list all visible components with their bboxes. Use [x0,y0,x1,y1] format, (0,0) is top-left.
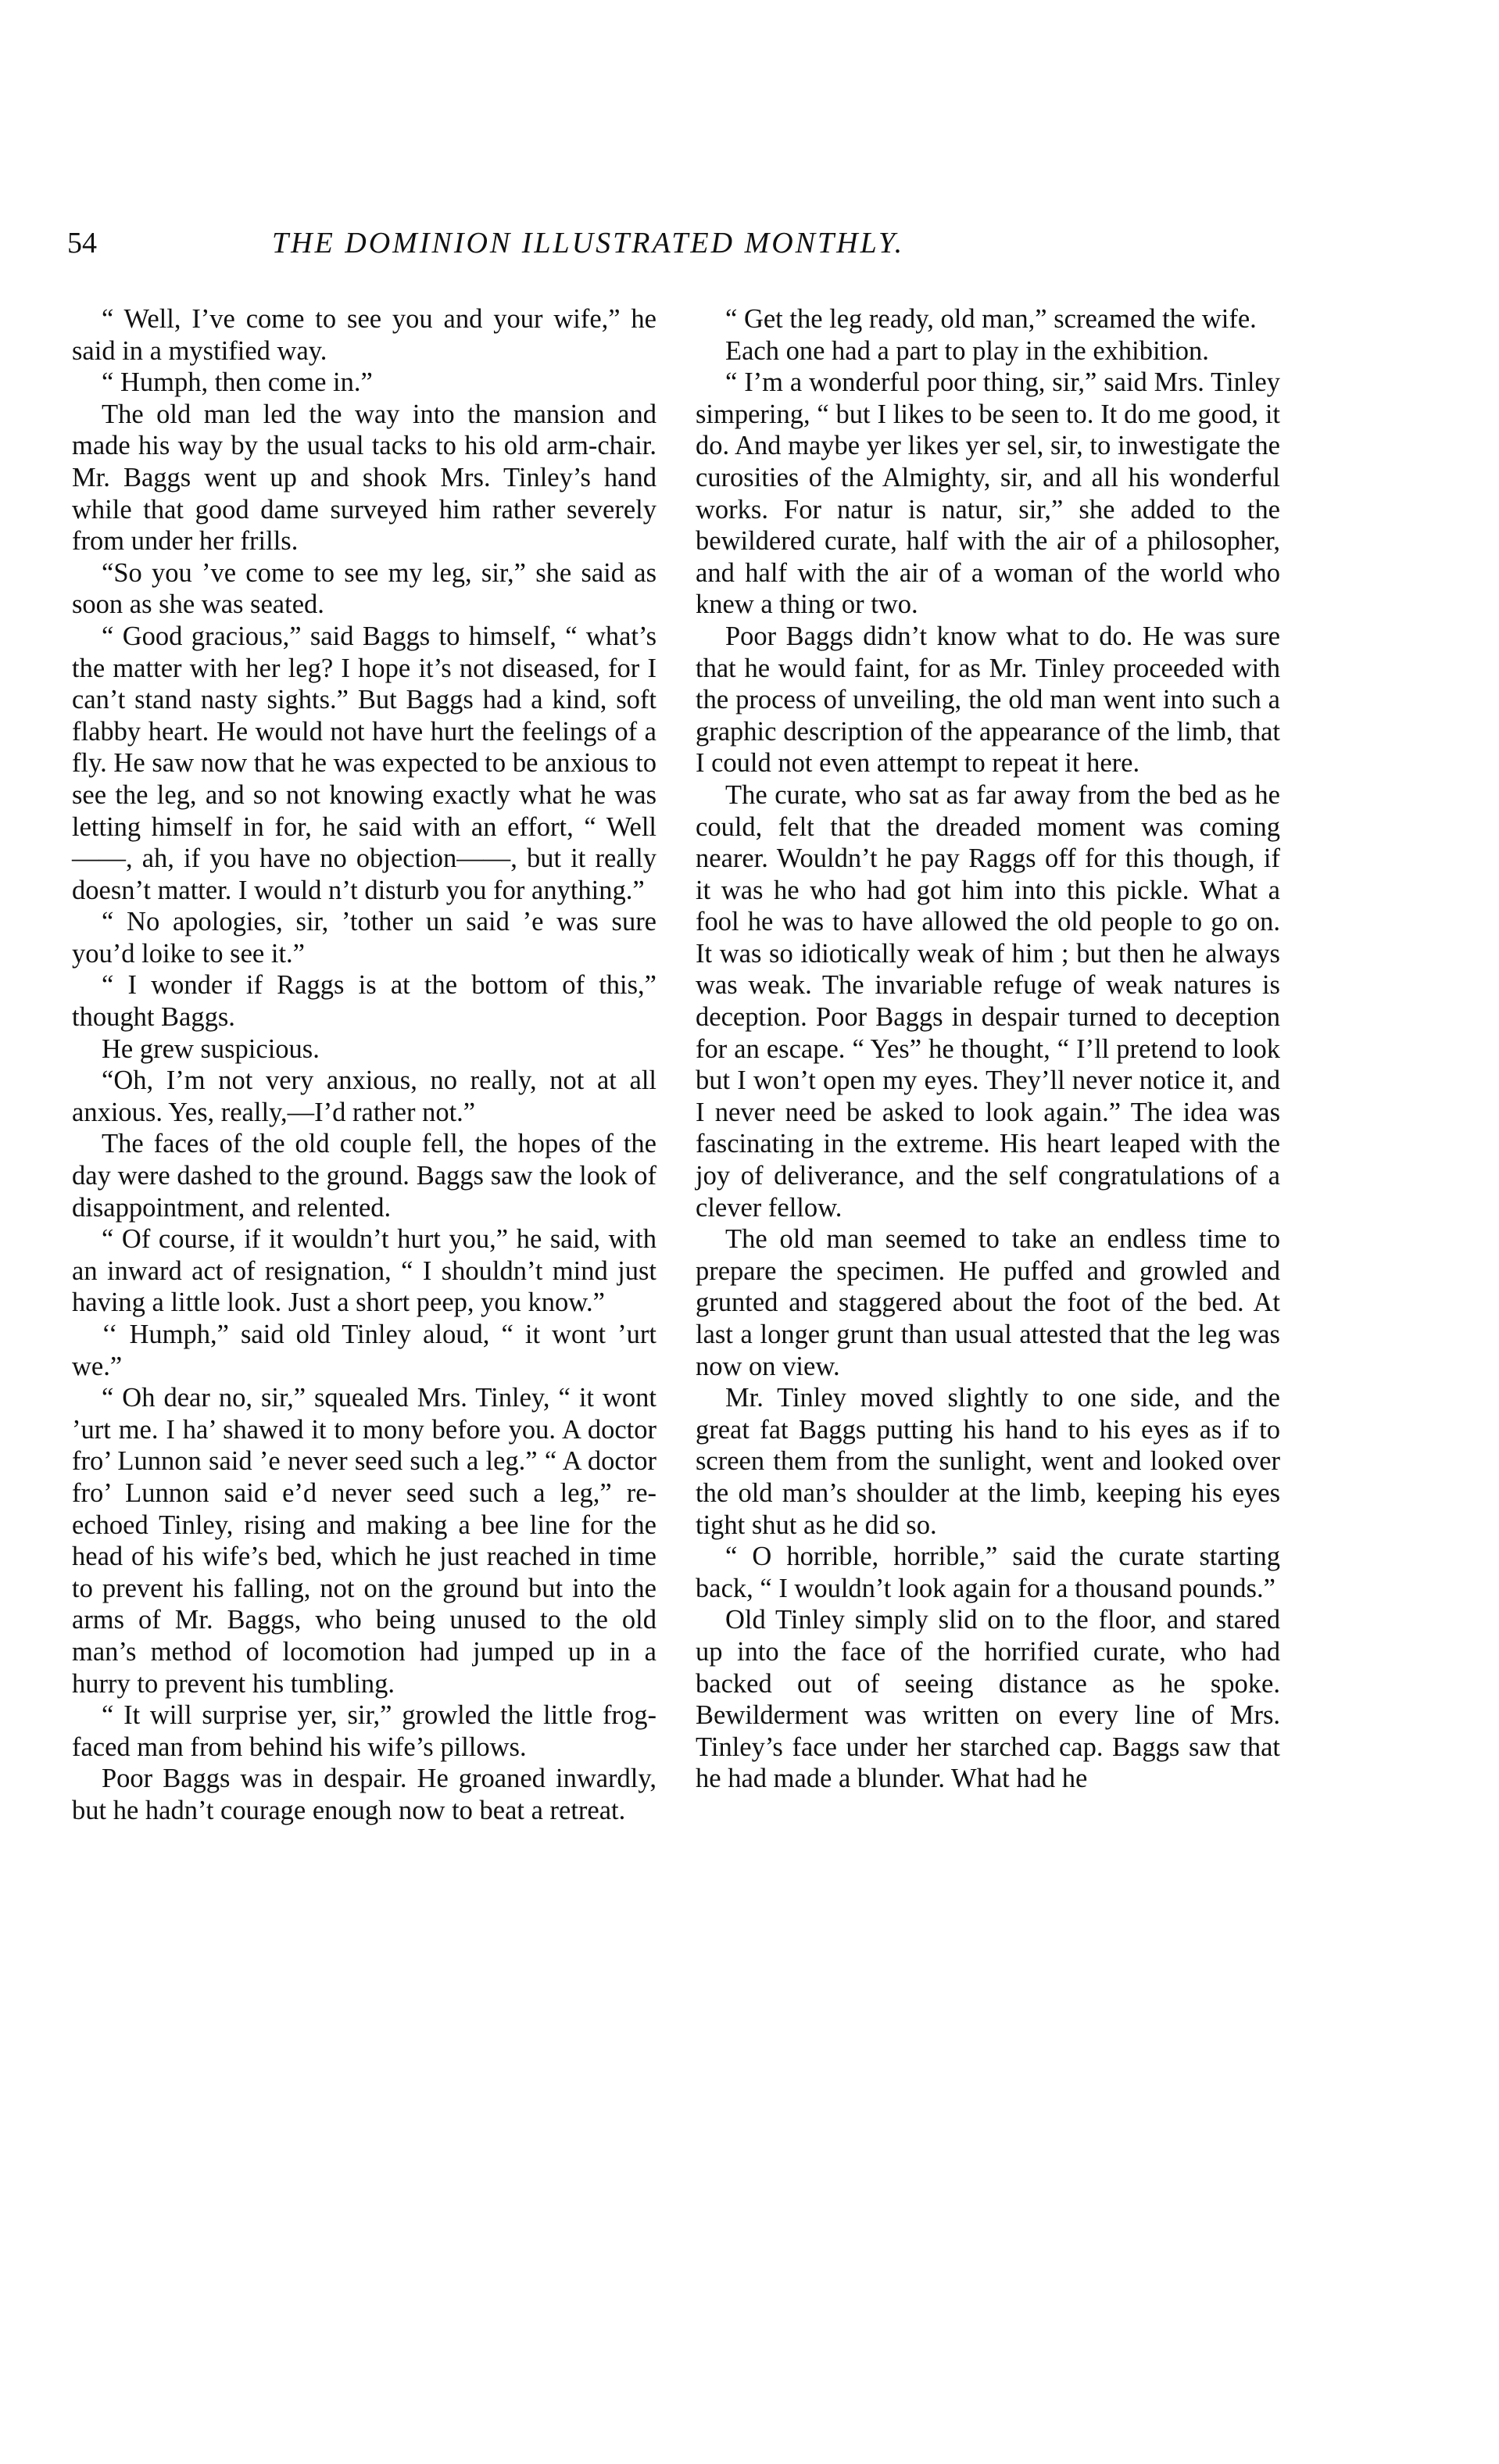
paragraph: “ No apologies, sir, ’tother un said ’e was sure you’d loike to see it.” [72,907,656,969]
paragraph: The faces of the old couple fell, the hopes of the day were dashed to the ground. Baggs saw the look of disappointment, and relented. [72,1129,656,1223]
paragraph: “ Good gracious,” said Baggs to himself, “ what’s the matter with her leg? I hope it’s not diseased, for I can’t stand nasty sights.” But Baggs had a kind, soft flabby heart. He would not have hurt the feelings of a fly. He saw now that he was expected to be anxious to see the leg, and so not knowing exactly what he was letting himself in for, he said with an effort, “ Well——, ah, if you have no objection——, but it really doesn’t matter. I would n’t disturb you for anything.” [72,621,656,905]
paragraph: “ Oh dear no, sir,” squealed Mrs. Tinley, “ it wont ’urt me. I ha’ shawed it to mony before you. A doctor fro’ Lunnon said ’e never seed such a leg.” “ A doctor fro’ Lunnon said e’d never seed such a leg,” re-echoed Tinley, rising and making a bee line for the head of his wife’s bed, which he just reached in time to prevent his falling, not on the ground but into the arms of Mr. Baggs, who being unused to the old man’s method of locomotion had jumped up in a hurry to prevent his tumbling. [72,1383,656,1699]
paragraph: “ O horrible, horrible,” said the curate starting back, “ I wouldn’t look again for a thousand pounds.” [696,1542,1280,1603]
paragraph: Mr. Tinley moved slightly to one side, and the great fat Baggs putting his hand to his eyes as if to screen them from the sunlight, went and looked over the old man’s shoulder at the limb, keeping his eyes tight shut as he did so. [696,1383,1280,1540]
paragraph: The old man seemed to take an endless time to prepare the specimen. He puffed and growled and grunted and staggered about the foot of the bed. At last a longer grunt than usual attested that the leg was now on view. [696,1224,1280,1381]
paragraph: ‘‘ Humph,” said old Tinley aloud, “ it wont ’urt we.” [72,1320,656,1381]
paragraph: “Oh, I’m not very anxious, no really, not at all anxious. Yes, really,—I’d rather not.” [72,1065,656,1127]
right-text-column [696,303,1280,1795]
paragraph: “ Well, I’ve come to see you and your wife,” he said in a mystified way. [72,304,656,366]
paragraph: “ I’m a wonderful poor thing, sir,” said Mrs. Tinley simpering, “ but I likes to be seen to. It do me good, it do. And maybe yer likes yer sel, sir, to inwestigate the curosities of the Almighty, sir, and all his wonderful works. For natur is natur, sir,” she added to the bewildered curate, half with the air of a philosopher, and half with the air of a woman of the world who knew a thing or two. [696,367,1280,620]
paragraph: The curate, who sat as far away from the bed as he could, felt that the dreaded moment was coming nearer. Wouldn’t he pay Raggs off for this though, if it was he who had got him into this pickle. What a fool he was to have allowed the old people to go on. It was so idiotically weak of him ; but then he always was weak. The invariable refuge of weak natures is deception. Poor Baggs in despair turned to deception for an escape. “ Yes” he thought, “ I’ll pretend to look but I won’t open my eyes. They’ll never notice it, and I never need be asked to look again.” The idea was fascinating in the extreme. His heart leaped with the joy of deliverance, and the self congratulations of a clever fellow. [696,779,1280,1223]
running-title: THE DOMINION ILLUSTRATED MONTHLY. [272,227,905,260]
paragraph: Poor Baggs didn’t know what to do. He was sure that he would faint, for as Mr. Tinley proceeded with the process of unveiling, the old man went into such a graphic description of the appearance of the limb, that I could not even attempt to repeat it here. [696,621,1280,779]
paragraph: “ Humph, then come in.” [102,367,373,398]
paragraph: Each one had a part to play in the exhibition. [725,335,1209,366]
paragraph: “ I wonder if Raggs is at the bottom of this,” thought Baggs. [72,970,656,1033]
paragraph: “So you ’ve come to see my leg, sir,” she said as soon as she was seated. [72,557,656,620]
paragraph: “ Get the leg ready, old man,” screamed the wife. [725,304,1257,334]
page-number: 54 [67,227,97,260]
paragraph: The old man led the way into the mansion and made his way by the usual tacks to his old arm-chair. Mr. Baggs went up and shook Mrs. Tinley’s hand while that good dame surveyed him rather severely from under her frills. [72,399,656,557]
left-text-column [72,303,656,1827]
paragraph: “ It will surprise yer, sir,” growled the little frog-faced man from behind his wife’s pillows. [72,1700,656,1762]
paragraph: Poor Baggs was in despair. He groaned inwardly, but he hadn’t courage enough now to beat a retreat. [72,1764,656,1825]
paragraph: He grew suspicious. [102,1033,320,1064]
paragraph: Old Tinley simply slid on to the floor, and stared up into the face of the horrified curate, who had backed out of seeing distance as he spoke. Bewilderment was written on every line of Mrs. Tinley’s face under her starched cap. Baggs saw that he had made a blunder. What had he [696,1605,1280,1794]
paragraph: “ Of course, if it wouldn’t hurt you,” he said, with an inward act of resignation, “ I shouldn’t mind just having a little look. Just a short peep, you know.” [72,1224,656,1318]
